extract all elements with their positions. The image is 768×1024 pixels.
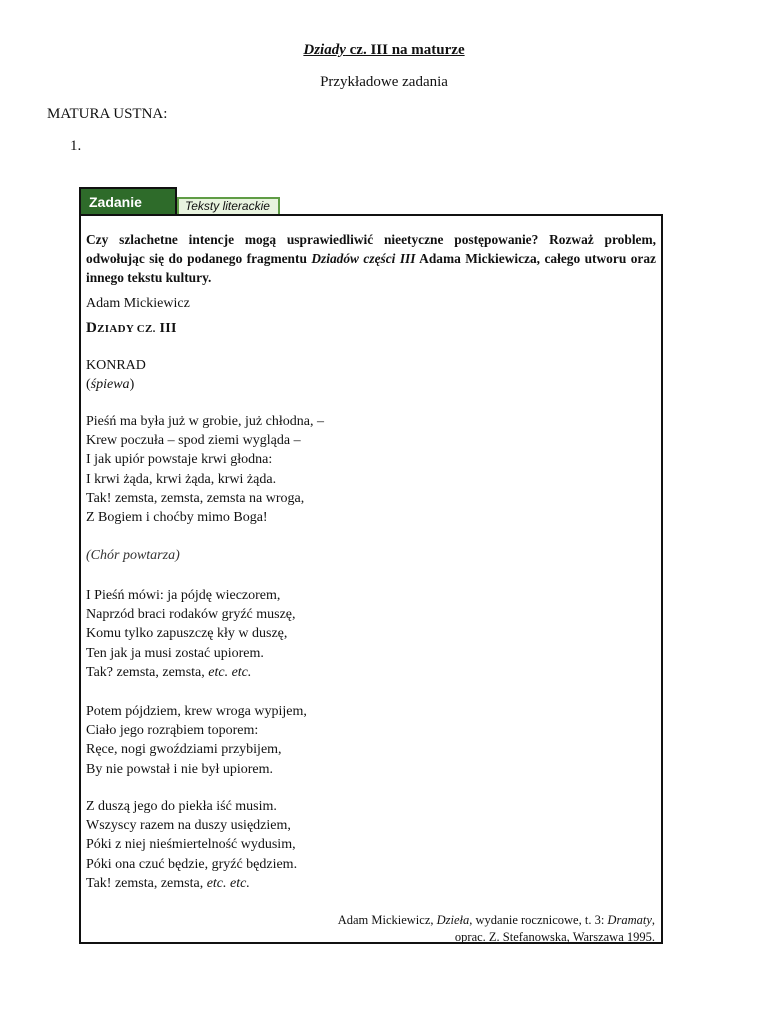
question-part1: Czy szlachetne intencje mogą usprawiedliwić nieetyczne postępowanie? Rozważ problem, odwołując się do podanego fragmentu [86, 232, 656, 266]
page-title [0, 42, 768, 59]
question-italic: Dziadów części III [311, 251, 416, 266]
task-badge: Zadanie 1.10. [79, 187, 177, 215]
source-work: Dzieła [436, 913, 470, 927]
verse-line [86, 874, 297, 893]
verse-line: Z duszą jego do piekła iść musim. [86, 799, 277, 814]
source-line-2: oprac. Z. Stefanowska, Warszawa 1995. [454, 930, 655, 944]
verse-plain: Tak! zemsta, zemsta, [86, 875, 207, 891]
verse-plain: Tak? zemsta, zemsta, [86, 664, 209, 680]
verse-line: Pieśń ma była już w grobie, już chłodna, – [86, 414, 324, 429]
section-heading: MATURA USTNA: [47, 106, 168, 122]
work-cz: CZ. [133, 323, 156, 335]
source-author: Adam Mickiewicz, [337, 913, 437, 927]
verse-line: Ręce, nogi gwoździami przybijem, [86, 742, 282, 758]
verse-line: Tak! zemsta, zemsta, zemsta na wroga, [86, 490, 305, 506]
verse-line: I Pieśń mówi: ja pójdę wieczorem, [86, 588, 281, 603]
verse-line: Krew poczuła – spod ziemi wygląda – [86, 433, 301, 449]
question-part2: Adama Mickiewicza, całego utworu oraz innego tekstu kultury. [86, 251, 656, 285]
source-citation [300, 912, 655, 946]
verse-line: Ciało jego rozrąbiem toporem: [86, 723, 259, 739]
verse-line: Póki z niej nieśmiertelność wydusim, [86, 837, 296, 853]
item-number: 1. [70, 138, 82, 154]
verse-line: Potem pójdziem, krew wroga wypijem, [86, 704, 307, 719]
source-volume: Dramaty [607, 913, 652, 927]
work-first-letter: D [86, 320, 98, 336]
verse-italic: etc. etc. [208, 664, 252, 680]
excerpt-work-title [86, 320, 177, 337]
verse-line: I krwi żąda, krwi żąda, krwi żąda. [86, 471, 277, 487]
title-rest: cz. III na maturze [345, 42, 465, 58]
stanza-2 [86, 586, 296, 682]
stage-direction: (śpiewa) [86, 377, 135, 392]
stage-direction-text: śpiewa [90, 377, 130, 392]
verse-line: By nie powstał i nie był upiorem. [86, 761, 274, 777]
chorus-direction: (Chór powtarza) [86, 548, 180, 563]
stanza-4 [86, 797, 297, 893]
stanza-3 [86, 702, 307, 779]
source-edition: , wydanie rocznicowe, t. 3: [469, 913, 608, 927]
work-rest: ZIADY [97, 323, 134, 335]
verse-line: Póki ona czuć będzie, gryźć będziem. [86, 856, 298, 872]
verse-line: I jak upiór powstaje krwi głodna: [86, 452, 273, 468]
verse-line: Wszyscy razem na duszy usiędziem, [86, 818, 291, 834]
verse-line [86, 663, 296, 682]
stanza-1 [86, 412, 324, 527]
verse-italic: etc. etc. [206, 875, 250, 891]
title-italic: Dziady [303, 42, 346, 58]
source-line-1 [300, 912, 655, 929]
page-subtitle: Przykładowe zadania [320, 74, 448, 90]
task-question [86, 230, 656, 287]
speaker-name: KONRAD [86, 358, 146, 373]
speaker-block [86, 356, 146, 394]
task-category: Teksty literackie [177, 197, 280, 215]
verse-line: Komu tylko zapuszczę kły w duszę, [86, 626, 288, 642]
verse-line: Ten jak ja musi zostać upiorem. [86, 645, 264, 661]
work-roman: III [155, 321, 177, 336]
excerpt-author: Adam Mickiewicz [86, 296, 190, 311]
verse-line: Naprzód braci rodaków gryźć muszę, [86, 607, 296, 623]
verse-line: Z Bogiem i choćby mimo Boga! [86, 510, 268, 526]
source-dot: , [651, 913, 655, 927]
